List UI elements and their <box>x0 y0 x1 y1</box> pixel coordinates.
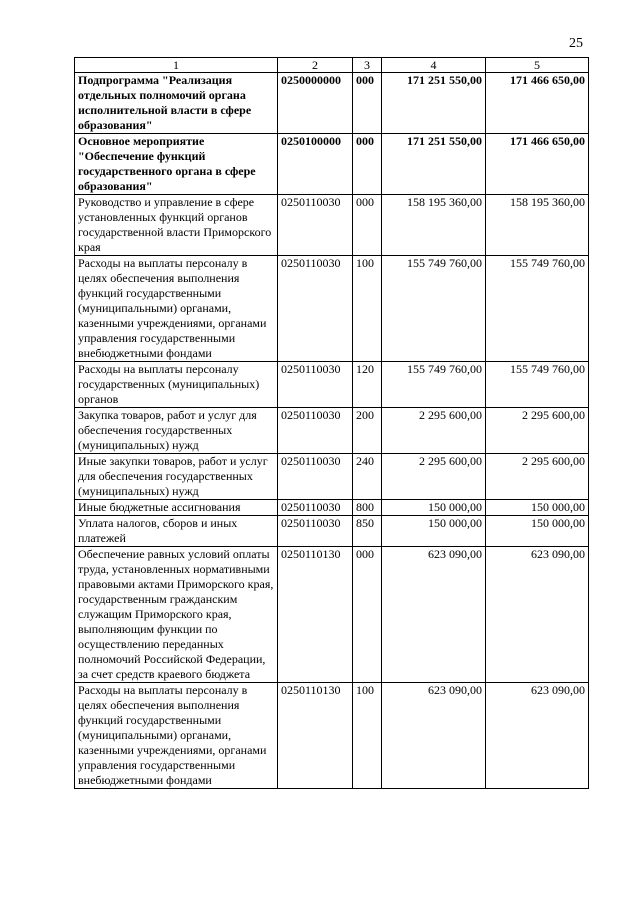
row-expense-type-cell: 120 <box>353 362 382 408</box>
table-row <box>75 362 589 408</box>
row-amount-1-cell: 2 295 600,00 <box>382 408 486 454</box>
row-name-cell: Руководство и управление в сфере установленных функций органов государственной власти Приморского края <box>75 195 278 256</box>
table-row <box>75 408 589 454</box>
row-amount-2-cell: 171 466 650,00 <box>486 134 589 195</box>
row-name-cell: Расходы на выплаты персоналу в целях обеспечения выполнения функций государственными (муниципальными) органами, казенными учреждениями, органами управления государственными внебюджетными фондами <box>75 256 278 362</box>
table-row <box>75 195 589 256</box>
row-amount-2-cell: 623 090,00 <box>486 683 589 789</box>
row-amount-1-cell: 171 251 550,00 <box>382 134 486 195</box>
table-row <box>75 683 589 789</box>
table-row <box>75 256 589 362</box>
table-row <box>75 500 589 516</box>
row-target-article-cell: 0250110030 <box>278 195 353 256</box>
row-target-article-cell: 0250000000 <box>278 73 353 134</box>
row-expense-type-cell: 800 <box>353 500 382 516</box>
row-target-article-cell: 0250110130 <box>278 547 353 683</box>
row-expense-type-cell: 000 <box>353 547 382 683</box>
row-name-cell: Иные закупки товаров, работ и услуг для обеспечения государственных (муниципальных) нужд <box>75 454 278 500</box>
row-amount-2-cell: 150 000,00 <box>486 500 589 516</box>
row-amount-2-cell: 2 295 600,00 <box>486 408 589 454</box>
row-expense-type-cell: 200 <box>353 408 382 454</box>
row-name-cell: Подпрограмма "Реализация отдельных полномочий органа исполнительной власти в сфере образования" <box>75 73 278 134</box>
row-target-article-cell: 0250110030 <box>278 454 353 500</box>
row-name-cell: Расходы на выплаты персоналу в целях обеспечения выполнения функций государственными (муниципальными) органами, казенными учреждениями, органами управления государственными внебюджетными фондами <box>75 683 278 789</box>
row-amount-1-cell: 2 295 600,00 <box>382 454 486 500</box>
row-expense-type-cell: 000 <box>353 73 382 134</box>
row-expense-type-cell: 000 <box>353 195 382 256</box>
row-amount-2-cell: 158 195 360,00 <box>486 195 589 256</box>
header-col-1: 1 <box>75 58 278 73</box>
row-target-article-cell: 0250110030 <box>278 516 353 547</box>
row-amount-1-cell: 155 749 760,00 <box>382 256 486 362</box>
row-expense-type-cell: 000 <box>353 134 382 195</box>
row-amount-1-cell: 155 749 760,00 <box>382 362 486 408</box>
row-target-article-cell: 0250110030 <box>278 408 353 454</box>
row-amount-1-cell: 623 090,00 <box>382 547 486 683</box>
header-col-2: 2 <box>278 58 353 73</box>
row-name-cell: Иные бюджетные ассигнования <box>75 500 278 516</box>
row-target-article-cell: 0250110030 <box>278 256 353 362</box>
row-amount-1-cell: 150 000,00 <box>382 500 486 516</box>
row-amount-2-cell: 2 295 600,00 <box>486 454 589 500</box>
row-name-cell: Расходы на выплаты персоналу государственных (муниципальных) органов <box>75 362 278 408</box>
row-amount-1-cell: 150 000,00 <box>382 516 486 547</box>
header-col-3: 3 <box>353 58 382 73</box>
table-row <box>75 454 589 500</box>
row-target-article-cell: 0250110130 <box>278 683 353 789</box>
column-number-header-row <box>75 58 589 73</box>
table-row <box>75 73 589 134</box>
row-amount-2-cell: 155 749 760,00 <box>486 256 589 362</box>
row-amount-1-cell: 623 090,00 <box>382 683 486 789</box>
row-name-cell: Обеспечение равных условий оплаты труда, установленных нормативными правовыми актами Приморского края, государственным гражданским служащим Приморского края, выполняющим функции по осуществлению переданных полномочий Российской Федерации, за счет средств краевого бюджета <box>75 547 278 683</box>
row-amount-2-cell: 623 090,00 <box>486 547 589 683</box>
row-amount-2-cell: 171 466 650,00 <box>486 73 589 134</box>
row-name-cell: Уплата налогов, сборов и иных платежей <box>75 516 278 547</box>
row-expense-type-cell: 240 <box>353 454 382 500</box>
row-amount-2-cell: 150 000,00 <box>486 516 589 547</box>
row-expense-type-cell: 100 <box>353 683 382 789</box>
row-target-article-cell: 0250110030 <box>278 500 353 516</box>
row-amount-2-cell: 155 749 760,00 <box>486 362 589 408</box>
row-target-article-cell: 0250100000 <box>278 134 353 195</box>
page-number: 25 <box>569 36 583 51</box>
row-amount-1-cell: 171 251 550,00 <box>382 73 486 134</box>
table-row <box>75 516 589 547</box>
row-name-cell: Закупка товаров, работ и услуг для обеспечения государственных (муниципальных) нужд <box>75 408 278 454</box>
row-expense-type-cell: 850 <box>353 516 382 547</box>
row-target-article-cell: 0250110030 <box>278 362 353 408</box>
row-amount-1-cell: 158 195 360,00 <box>382 195 486 256</box>
header-col-4: 4 <box>382 58 486 73</box>
table-row <box>75 134 589 195</box>
row-expense-type-cell: 100 <box>353 256 382 362</box>
row-name-cell: Основное мероприятие "Обеспечение функций государственного органа в сфере образования" <box>75 134 278 195</box>
table-row <box>75 547 589 683</box>
header-col-5: 5 <box>486 58 589 73</box>
budget-table <box>74 57 589 789</box>
